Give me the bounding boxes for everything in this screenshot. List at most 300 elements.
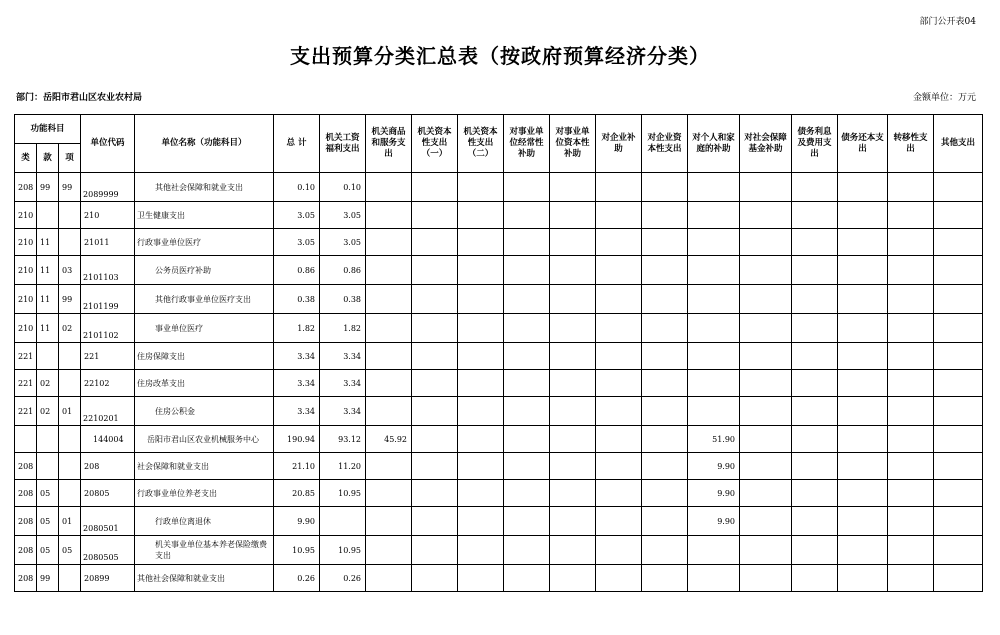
amount-cell <box>596 314 642 343</box>
amount-cell <box>888 343 934 370</box>
col-header: 机关商品和服务支出 <box>366 115 412 173</box>
unit-code-cell: 144004 <box>81 426 135 453</box>
household-subsidy-cell: 51.90 <box>688 426 740 453</box>
amount-cell <box>642 565 688 592</box>
amount-cell <box>412 480 458 507</box>
unit-name-cell: 行政事业单位医疗 <box>135 229 274 256</box>
amount-cell <box>458 229 504 256</box>
xiang-cell <box>59 229 81 256</box>
amount-cell <box>888 397 934 426</box>
goods-services-cell <box>366 480 412 507</box>
amount-cell <box>888 480 934 507</box>
amount-cell <box>550 480 596 507</box>
xiang-cell: 01 <box>59 507 81 536</box>
amount-cell <box>792 480 838 507</box>
unit-code-cell: 221 <box>81 343 135 370</box>
xiang-cell: 05 <box>59 536 81 565</box>
amount-cell <box>412 173 458 202</box>
total-cell: 0.86 <box>274 256 320 285</box>
amount-cell <box>412 343 458 370</box>
table-row <box>15 173 983 202</box>
amount-cell <box>550 285 596 314</box>
amount-cell <box>838 480 888 507</box>
amount-cell <box>792 453 838 480</box>
kuan-cell: 99 <box>37 173 59 202</box>
goods-services-cell <box>366 370 412 397</box>
amount-cell <box>596 426 642 453</box>
unit-code-cell: 20899 <box>81 565 135 592</box>
kuan-cell: 05 <box>37 507 59 536</box>
table-row <box>15 202 983 229</box>
amount-cell <box>888 173 934 202</box>
amount-cell <box>888 314 934 343</box>
lei-cell: 208 <box>15 480 37 507</box>
amount-cell <box>934 285 983 314</box>
xiang-cell: 99 <box>59 285 81 314</box>
amount-cell <box>412 285 458 314</box>
wage-cell: 10.95 <box>320 536 366 565</box>
amount-cell <box>740 453 792 480</box>
amount-cell <box>888 507 934 536</box>
amount-cell <box>412 370 458 397</box>
amount-cell <box>838 507 888 536</box>
amount-cell <box>458 314 504 343</box>
lei-cell: 210 <box>15 229 37 256</box>
col-header: 其他支出 <box>934 115 983 173</box>
amount-cell <box>934 536 983 565</box>
amount-cell <box>838 426 888 453</box>
amount-cell <box>596 173 642 202</box>
amount-cell <box>792 229 838 256</box>
amount-cell <box>792 343 838 370</box>
amount-cell <box>412 229 458 256</box>
unit-code-cell: 2080505 <box>81 536 135 565</box>
amount-cell <box>888 453 934 480</box>
unit-code-cell: 2101103 <box>81 256 135 285</box>
amount-cell <box>740 370 792 397</box>
col-header: 债务利息及费用支出 <box>792 115 838 173</box>
amount-cell <box>458 480 504 507</box>
wage-cell: 3.05 <box>320 229 366 256</box>
wage-cell <box>320 507 366 536</box>
amount-cell <box>740 285 792 314</box>
col-header: 对企业资本性支出 <box>642 115 688 173</box>
amount-cell <box>934 229 983 256</box>
amount-cell <box>550 343 596 370</box>
amount-cell <box>740 507 792 536</box>
amount-cell <box>792 565 838 592</box>
amount-cell <box>792 370 838 397</box>
kuan-cell: 11 <box>37 229 59 256</box>
xiang-cell <box>59 565 81 592</box>
amount-cell <box>458 256 504 285</box>
amount-cell <box>550 397 596 426</box>
household-subsidy-cell <box>688 370 740 397</box>
amount-cell <box>412 453 458 480</box>
amount-cell <box>596 343 642 370</box>
amount-cell <box>550 173 596 202</box>
amount-cell <box>550 565 596 592</box>
amount-cell <box>838 343 888 370</box>
amount-cell <box>458 397 504 426</box>
total-cell: 3.34 <box>274 397 320 426</box>
xiang-cell: 99 <box>59 173 81 202</box>
amount-cell <box>504 256 550 285</box>
amount-cell <box>934 343 983 370</box>
unit-name-cell: 行政单位离退休 <box>135 507 274 536</box>
amount-cell <box>888 285 934 314</box>
goods-services-cell <box>366 536 412 565</box>
table-row <box>15 370 983 397</box>
amount-cell <box>792 536 838 565</box>
amount-cell <box>838 314 888 343</box>
kuan-cell <box>37 343 59 370</box>
unit-code-cell: 2080501 <box>81 507 135 536</box>
table-row <box>15 565 983 592</box>
amount-cell <box>934 480 983 507</box>
unit-name-cell: 机关事业单位基本养老保险缴费支出 <box>135 536 274 565</box>
unit-name-cell: 其他社会保障和就业支出 <box>135 173 274 202</box>
amount-cell <box>596 536 642 565</box>
amount-cell <box>838 202 888 229</box>
amount-cell <box>792 285 838 314</box>
amount-cell <box>412 256 458 285</box>
amount-cell <box>792 173 838 202</box>
unit-code-cell: 2089999 <box>81 173 135 202</box>
household-subsidy-cell <box>688 202 740 229</box>
amount-cell <box>888 536 934 565</box>
kuan-cell: 02 <box>37 397 59 426</box>
xiang-cell: 03 <box>59 256 81 285</box>
household-subsidy-cell <box>688 397 740 426</box>
amount-cell <box>504 397 550 426</box>
amount-cell <box>888 370 934 397</box>
total-cell: 3.34 <box>274 370 320 397</box>
amount-cell <box>642 426 688 453</box>
unit-name-cell: 社会保障和就业支出 <box>135 453 274 480</box>
table-row <box>15 507 983 536</box>
amount-cell <box>838 370 888 397</box>
kuan-cell: 02 <box>37 370 59 397</box>
unit-name-cell: 岳阳市君山区农业机械服务中心 <box>135 426 274 453</box>
amount-cell <box>504 343 550 370</box>
kuan-cell: 05 <box>37 536 59 565</box>
amount-cell <box>412 397 458 426</box>
amount-cell <box>642 370 688 397</box>
amount-cell <box>888 256 934 285</box>
amount-cell <box>934 173 983 202</box>
wage-cell: 0.86 <box>320 256 366 285</box>
xiang-cell: 02 <box>59 314 81 343</box>
amount-cell <box>504 453 550 480</box>
amount-cell <box>934 397 983 426</box>
amount-cell <box>504 480 550 507</box>
amount-cell <box>838 229 888 256</box>
unit-name-cell: 事业单位医疗 <box>135 314 274 343</box>
func-subject-header: 功能科目 <box>15 115 81 144</box>
xiang-header: 项 <box>59 144 81 173</box>
total-cell: 0.38 <box>274 285 320 314</box>
goods-services-cell <box>366 314 412 343</box>
amount-cell <box>504 426 550 453</box>
amount-cell <box>458 507 504 536</box>
amount-cell <box>838 256 888 285</box>
amount-cell <box>838 397 888 426</box>
xiang-cell <box>59 370 81 397</box>
amount-cell <box>458 565 504 592</box>
col-header: 机关资本性支出（一） <box>412 115 458 173</box>
total-cell: 1.82 <box>274 314 320 343</box>
amount-cell <box>458 426 504 453</box>
amount-cell <box>596 370 642 397</box>
unit-code-cell: 210 <box>81 202 135 229</box>
household-subsidy-cell <box>688 256 740 285</box>
amount-cell <box>504 536 550 565</box>
unit-code-cell: 2101102 <box>81 314 135 343</box>
total-cell: 20.85 <box>274 480 320 507</box>
amount-cell <box>740 229 792 256</box>
department-label: 部门：岳阳市君山区农业农村局 <box>16 93 143 103</box>
col-header: 对事业单位经常性补助 <box>504 115 550 173</box>
amount-cell <box>642 343 688 370</box>
lei-cell: 208 <box>15 507 37 536</box>
col-header: 债务还本支出 <box>838 115 888 173</box>
amount-cell <box>458 536 504 565</box>
xiang-cell <box>59 202 81 229</box>
total-cell: 3.05 <box>274 202 320 229</box>
amount-cell <box>458 343 504 370</box>
household-subsidy-cell <box>688 343 740 370</box>
goods-services-cell <box>366 343 412 370</box>
amount-cell <box>550 314 596 343</box>
amount-cell <box>934 453 983 480</box>
lei-cell: 210 <box>15 202 37 229</box>
unit-name-cell: 卫生健康支出 <box>135 202 274 229</box>
unit-code-cell: 208 <box>81 453 135 480</box>
total-cell: 9.90 <box>274 507 320 536</box>
amount-cell <box>740 314 792 343</box>
kuan-cell: 11 <box>37 314 59 343</box>
kuan-cell <box>37 426 59 453</box>
amount-cell <box>596 397 642 426</box>
amount-cell <box>934 426 983 453</box>
amount-cell <box>504 507 550 536</box>
unit-name-cell: 其他行政事业单位医疗支出 <box>135 285 274 314</box>
amount-cell <box>838 173 888 202</box>
xiang-cell <box>59 453 81 480</box>
wage-cell: 1.82 <box>320 314 366 343</box>
household-subsidy-cell: 9.90 <box>688 480 740 507</box>
amount-cell <box>792 397 838 426</box>
amount-cell <box>504 173 550 202</box>
xiang-cell <box>59 480 81 507</box>
amount-cell <box>596 507 642 536</box>
wage-cell: 93.12 <box>320 426 366 453</box>
table-row <box>15 343 983 370</box>
unit-name-cell: 其他社会保障和就业支出 <box>135 565 274 592</box>
col-header: 对事业单位资本性补助 <box>550 115 596 173</box>
wage-cell: 0.26 <box>320 565 366 592</box>
household-subsidy-cell: 9.90 <box>688 453 740 480</box>
goods-services-cell <box>366 453 412 480</box>
amount-cell <box>504 202 550 229</box>
household-subsidy-cell: 9.90 <box>688 507 740 536</box>
unit-name-cell: 住房改革支出 <box>135 370 274 397</box>
wage-cell: 3.34 <box>320 370 366 397</box>
amount-cell <box>642 536 688 565</box>
unit-name-cell: 住房公积金 <box>135 397 274 426</box>
amount-cell <box>740 565 792 592</box>
lei-cell: 208 <box>15 453 37 480</box>
unit-code-cell: 22102 <box>81 370 135 397</box>
table-body <box>15 173 983 592</box>
amount-cell <box>458 285 504 314</box>
goods-services-cell: 45.92 <box>366 426 412 453</box>
unit-name-header: 单位名称（功能科目） <box>135 115 274 173</box>
amount-cell <box>740 173 792 202</box>
goods-services-cell <box>366 507 412 536</box>
amount-cell <box>888 229 934 256</box>
total-cell: 190.94 <box>274 426 320 453</box>
amount-cell <box>642 314 688 343</box>
amount-cell <box>838 285 888 314</box>
amount-cell <box>504 229 550 256</box>
kuan-cell: 11 <box>37 256 59 285</box>
amount-cell <box>642 480 688 507</box>
col-header: 对企业补助 <box>596 115 642 173</box>
amount-cell <box>838 453 888 480</box>
amount-cell <box>550 507 596 536</box>
amount-cell <box>458 370 504 397</box>
amount-cell <box>550 256 596 285</box>
page-title: 支出预算分类汇总表（按政府预算经济分类） <box>290 44 710 68</box>
lei-cell: 210 <box>15 256 37 285</box>
total-cell: 0.10 <box>274 173 320 202</box>
amount-cell <box>934 370 983 397</box>
lei-cell <box>15 426 37 453</box>
goods-services-cell <box>366 256 412 285</box>
amount-cell <box>550 202 596 229</box>
table-row <box>15 314 983 343</box>
amount-cell <box>596 480 642 507</box>
table-row <box>15 229 983 256</box>
amount-cell <box>740 426 792 453</box>
amount-cell <box>740 256 792 285</box>
amount-cell <box>550 453 596 480</box>
amount-cell <box>596 202 642 229</box>
wage-cell: 0.38 <box>320 285 366 314</box>
amount-cell <box>792 256 838 285</box>
amount-cell <box>504 565 550 592</box>
total-cell: 3.05 <box>274 229 320 256</box>
lei-cell: 208 <box>15 565 37 592</box>
unit-code-cell: 2101199 <box>81 285 135 314</box>
amount-cell <box>458 202 504 229</box>
household-subsidy-cell <box>688 173 740 202</box>
amount-cell <box>888 202 934 229</box>
amount-cell <box>596 285 642 314</box>
lei-header: 类 <box>15 144 37 173</box>
lei-cell: 210 <box>15 314 37 343</box>
lei-cell: 221 <box>15 397 37 426</box>
xiang-cell: 01 <box>59 397 81 426</box>
amount-cell <box>642 397 688 426</box>
table-row <box>15 536 983 565</box>
total-cell: 3.34 <box>274 343 320 370</box>
amount-cell <box>504 370 550 397</box>
table-row <box>15 397 983 426</box>
unit-code-cell: 21011 <box>81 229 135 256</box>
amount-cell <box>792 426 838 453</box>
amount-cell <box>838 536 888 565</box>
amount-cell <box>934 314 983 343</box>
amount-cell <box>504 314 550 343</box>
amount-cell <box>596 565 642 592</box>
col-header: 转移性支出 <box>888 115 934 173</box>
amount-cell <box>792 314 838 343</box>
amount-cell <box>642 229 688 256</box>
goods-services-cell <box>366 397 412 426</box>
household-subsidy-cell <box>688 314 740 343</box>
lei-cell: 208 <box>15 173 37 202</box>
amount-cell <box>550 229 596 256</box>
wage-cell: 11.20 <box>320 453 366 480</box>
household-subsidy-cell <box>688 285 740 314</box>
unit-name-cell: 公务员医疗补助 <box>135 256 274 285</box>
goods-services-cell <box>366 229 412 256</box>
lei-cell: 221 <box>15 343 37 370</box>
kuan-header: 款 <box>37 144 59 173</box>
unit-code-cell: 2210201 <box>81 397 135 426</box>
amount-cell <box>740 343 792 370</box>
lei-cell: 210 <box>15 285 37 314</box>
amount-cell <box>642 453 688 480</box>
wage-cell: 0.10 <box>320 173 366 202</box>
amount-cell <box>458 173 504 202</box>
amount-cell <box>888 426 934 453</box>
unit-code-cell: 20805 <box>81 480 135 507</box>
kuan-cell <box>37 453 59 480</box>
xiang-cell <box>59 426 81 453</box>
goods-services-cell <box>366 173 412 202</box>
amount-cell <box>412 565 458 592</box>
goods-services-cell <box>366 285 412 314</box>
amount-cell <box>412 202 458 229</box>
table-row <box>15 256 983 285</box>
total-cell: 21.10 <box>274 453 320 480</box>
amount-cell <box>740 480 792 507</box>
unit-name-cell: 住房保障支出 <box>135 343 274 370</box>
amount-cell <box>934 256 983 285</box>
amount-cell <box>412 426 458 453</box>
household-subsidy-cell <box>688 536 740 565</box>
amount-cell <box>550 370 596 397</box>
amount-cell <box>642 256 688 285</box>
amount-cell <box>504 285 550 314</box>
amount-cell <box>888 565 934 592</box>
wage-cell: 3.34 <box>320 397 366 426</box>
unit-name-cell: 行政事业单位养老支出 <box>135 480 274 507</box>
amount-cell <box>412 314 458 343</box>
wage-cell: 10.95 <box>320 480 366 507</box>
budget-table <box>14 114 983 592</box>
unit-code-header: 单位代码 <box>81 115 135 173</box>
amount-cell <box>740 536 792 565</box>
wage-cell: 3.05 <box>320 202 366 229</box>
xiang-cell <box>59 343 81 370</box>
amount-cell <box>412 536 458 565</box>
col-header: 机关资本性支出（二） <box>458 115 504 173</box>
